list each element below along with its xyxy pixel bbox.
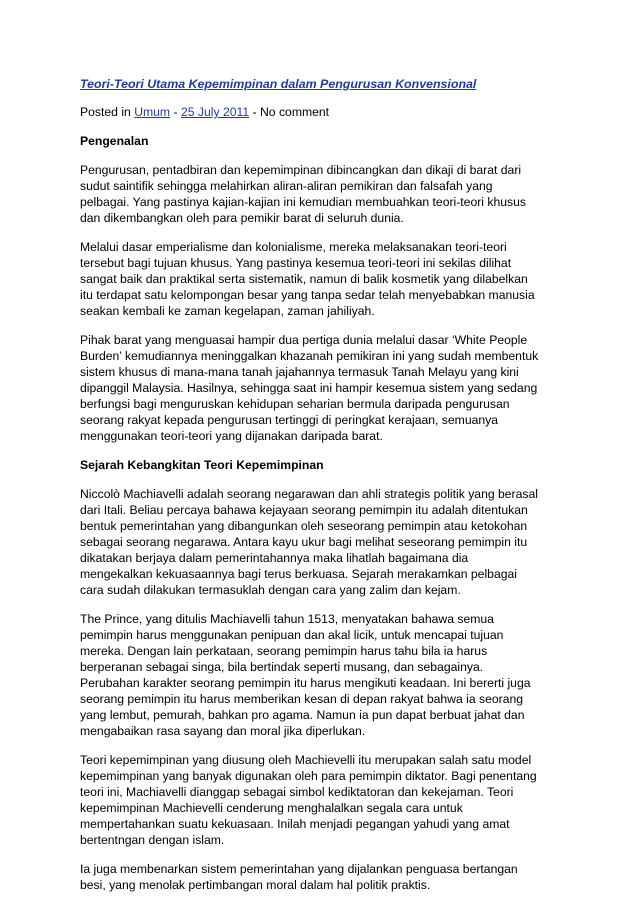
paragraph: Melalui dasar emperialisme dan kolonialisme, mereka melaksanakan teori-teori tersebut bagi tujuan khusus. Yang pastinya kesemua teori-teori ini sekilas dilihat sangat baik dan praktikal serta sistematik, namun di balik kosmetik yang dilabelkan itu terdapat satu kelompongan besar yang tanpa sedar telah menyebabkan manusia seakan kembali ke zaman kegelapan, zaman jahiliyah. [80,240,535,318]
meta-separator: - [170,105,181,119]
paragraph: Pihak barat yang menguasai hampir dua pertiga dunia melalui dasar ‘White People Burden’ kemudiannya meninggalkan khazanah pemikiran ini yang sudah membentuk sistem khusus di mana-mana tanah jajahannya termasuk Tanah Melayu yang kini dipanggil Malaysia. Hasilnya, sehingga saat ini hampir kesemua sistem yang sedang berfungsi bagi menguruskan kehidupan seharian bermula daripada pengurusan seorang rakyat kepada pengurusan tertinggi di peringkat kerajaan, semuanya menggunakan teori-teori yang dijanakan daripada barat. [80,333,539,443]
post-title-link[interactable]: Teori-Teori Utama Kepemimpinan dalam Pengurusan Konvensional [80,77,477,91]
section-heading-sejarah: Sejarah Kebangkitan Teori Kepemimpinan [80,458,324,472]
document-page [80,76,540,906]
comment-count: - No comment [249,105,330,119]
paragraph: Pengurusan, pentadbiran dan kepemimpinan dibincangkan dan dikaji di barat dari sudut saintifik sehingga melahirkan aliran-aliran pemikiran dan falsafah yang pelbagai. Yang pastinya kajian-kajian ini kemudian membuahkan teori-teori khusus dan dikembangkan oleh para pemikir barat di seluruh dunia. [80,163,527,225]
category-link[interactable]: Umum [134,105,171,119]
paragraph: The Prince, yang ditulis Machiavelli tahun 1513, menyatakan bahawa semua pemimpin harus menggunakan penipuan dan akal licik, untuk mencapai tujuan mereka. Dengan lain perkataan, seorang pemimpin harus tahu bila ia harus berperanan sebagai singa, bila bertindak seperti musang, dan sebagainya. Perubahan karakter seorang pemimpin itu harus mengikuti keadaan. Ini bererti juga seorang pemimpin itu harus memberikan kesan di depan rakyat bahwa ia seorang yang lembut, pemurah, bahkan pro agama. Namun ia pun dapat berbuat jahat dan mengabaikan rasa sayang dan moral jika diperlukan. [80,612,531,738]
paragraph: Niccolò Machiavelli adalah seorang negarawan dan ahli strategis politik yang berasal dari Itali. Beliau percaya bahawa kejayaan seorang pemimpin itu adalah ditentukan bentuk pemerintahan yang dibangunkan oleh seseorang pemimpin atau ketokohan sebagai seorang negarawa. Antara kayu ukur bagi melihat seseorang pemimpin itu dikatakan berjaya dalam pemerintahannya maka lihatlah bagaimana dia mengekalkan kekuasaannya bagi terus berkuasa. Sejarah merakamkan pelbagai cara sudah dilakukan termasuklah dengan cara yang zalim dan kejam. [80,487,538,597]
posted-in-label: Posted in [80,105,135,119]
paragraph: Ia juga membenarkan sistem pemerintahan yang dijalankan penguasa bertangan besi, yang menolak pertimbangan moral dalam hal politik praktis. [80,862,518,892]
section-heading-pengenalan: Pengenalan [80,134,149,148]
date-link[interactable]: 25 July 2011 [180,105,250,119]
post-meta [80,104,540,120]
paragraph: Teori kepemimpinan yang diusung oleh Machievelli itu merupakan salah satu model kepemimpinan yang banyak digunakan oleh para pemimpin diktator. Bagi penentang teori ini, Machiavelli dianggap sebagai simbol kediktatoran dan kekejaman. Teori kepemimpinan Machievelli cenderung menghalalkan segala cara untuk mempertahankan suatu kekuasaan. Inilah menjadi pegangan yahudi yang amat bertentngan dengan islam. [80,753,537,847]
